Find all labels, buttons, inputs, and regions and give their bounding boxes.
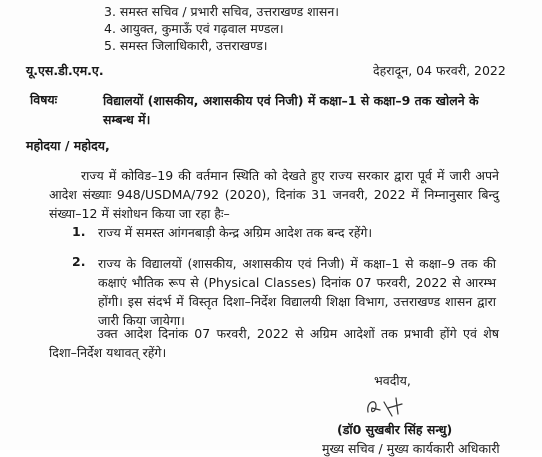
place-date: देहरादून, 04 फरवरी, 2022 (373, 63, 506, 78)
recipient-line: 3. समस्त सचिव / प्रभारी सचिव, उत्तराखण्ड शासन। (104, 4, 340, 19)
reference-number: यू.एस.डी.एम.ए. (26, 63, 104, 78)
signature-image (362, 392, 412, 422)
salutation: महोदया / महोदय, (26, 138, 110, 153)
point-number: 1. (72, 224, 86, 239)
body-paragraph: राज्य में कोविड–19 की वर्तमान स्थिति को देखते हुए राज्य सरकार द्वारा पूर्व में जारी अपने आदेश संख्याः 948/USDMA/792 (2020), दिनांक 31 जनवरी, 2022 में निम्नानुसार बिन्दु संख्या–12 में संशोधन किया जा रहा हैः– (49, 168, 499, 221)
subject-label: विषयः (30, 92, 58, 107)
recipient-line: 5. समस्त जिलाधिकारी, उत्तराखण्ड। (104, 38, 268, 53)
closing-paragraph: उक्त आदेश दिनांक 07 फरवरी, 2022 से अग्रिम आदेशों तक प्रभावी होंगे एवं शेष दिशा–निर्देश यथावत् रहेंगे। (49, 326, 499, 360)
subject-text: विद्यालयों (शासकीय, अशासकीय एवं निजी) में कक्षा–1 से कक्षा–9 तक खोलने के सम्बन्ध में। (103, 93, 479, 127)
signer-designation: मुख्य सचिव / मुख्य कार्यकारी अधिकारी (322, 441, 500, 456)
point-text: राज्य में समस्त आंगनबाड़ी केन्द्र अग्रिम आदेश तक बन्द रहेंगे। (98, 225, 373, 240)
signer-name: (डॉ0 सुखबीर सिंह सन्धु) (337, 422, 453, 437)
recipient-line: 4. आयुक्त, कुमाऊँ एवं गढ़वाल मण्डल। (104, 21, 284, 36)
point-text: राज्य के विद्यालयों (शासकीय, अशासकीय एवं निजी) में कक्षा–1 से कक्षा–9 तक की कक्षाएं भौतिक रूप से (Physical Classes) दिनांक 07 फरवरी, 2022 से आरम्भ होंगी। इस संदर्भ में विस्तृत दिशा–निर्देश विद्यालयी शिक्षा विभाग, उत्तराखण्ड शासन द्वारा जारी किया जायेगा। (98, 256, 496, 328)
closing-text: भवदीय, (374, 373, 411, 388)
point-number: 2. (72, 254, 86, 269)
